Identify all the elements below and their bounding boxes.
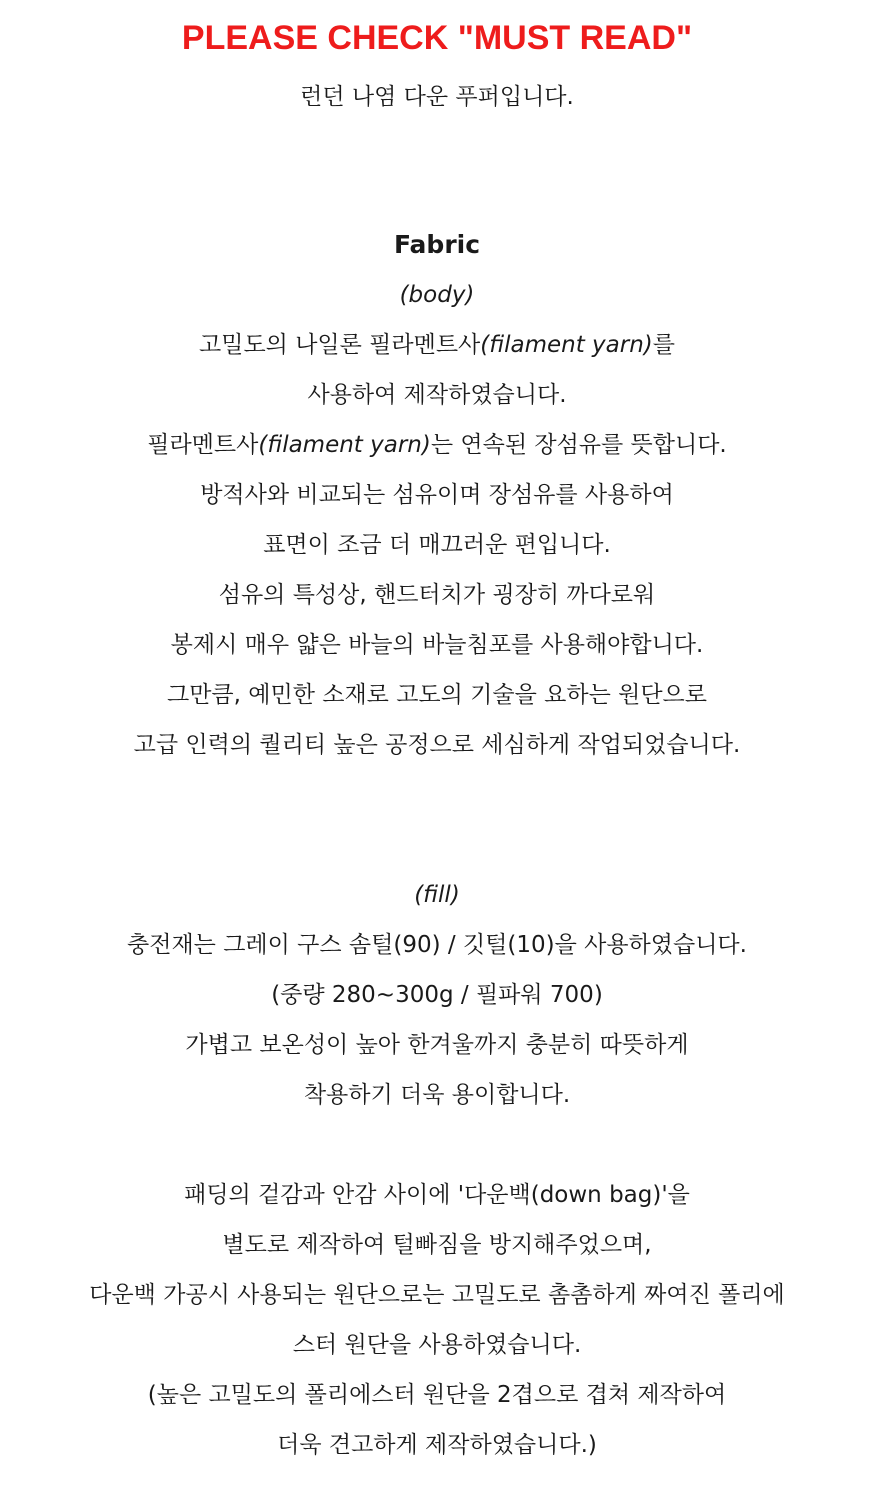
- fabric-line-3-b: (filament yarn): [258, 432, 431, 458]
- intro-text: 런던 나염 다운 푸퍼입니다.: [300, 84, 574, 110]
- fill-line-8: 스터 원단을 사용하였습니다.: [292, 1332, 582, 1358]
- fill-line-1: 충전재는 그레이 구스 솜털(90) / 깃털(10)을 사용하였습니다.: [127, 932, 747, 958]
- fill-line-7: 다운백 가공시 사용되는 원단으로는 고밀도로 촘촘하게 짜여진 폴리에: [89, 1282, 785, 1308]
- fabric-line-1-b: (filament yarn): [480, 332, 653, 358]
- fill-line-5: 패딩의 겉감과 안감 사이에 '다운백(down bag)'을: [184, 1182, 690, 1208]
- fill-line-4: 착용하기 더욱 용이합니다.: [303, 1082, 571, 1108]
- fabric-line-4: 방적사와 비교되는 섬유이며 장섬유를 사용하여: [200, 482, 674, 508]
- fill-line-6: 별도로 제작하여 털빠짐을 방지해주었으며,: [222, 1232, 652, 1258]
- fabric-line-8: 그만큼, 예민한 소재로 고도의 기술을 요하는 원단으로: [167, 682, 707, 708]
- body-label: (body): [399, 282, 475, 308]
- must-read-notice: PLEASE CHECK "MUST READ": [181, 19, 693, 57]
- fill-line-3: 가볍고 보온성이 높아 한겨울까지 충분히 따뜻하게: [185, 1032, 689, 1058]
- fabric-line-6: 섬유의 특성상, 핸드터치가 굉장히 까다로워: [218, 582, 656, 608]
- fill-line-10: 더욱 견고하게 제작하였습니다.): [277, 1432, 597, 1458]
- fabric-line-5: 표면이 조금 더 매끄러운 편입니다.: [263, 532, 611, 558]
- fabric-line-7: 봉제시 매우 얇은 바늘의 바늘침포를 사용해야합니다.: [170, 632, 704, 658]
- fabric-line-1-c: 를: [652, 332, 675, 358]
- fill-label: (fill): [414, 882, 460, 908]
- fabric-line-1: [0, 320, 874, 370]
- fill-line-2: (중량 280~300g / 필파워 700): [271, 982, 603, 1008]
- fabric-heading: Fabric: [393, 230, 481, 259]
- fabric-line-3: [0, 420, 874, 470]
- fabric-line-3-c: 는 연속된 장섬유를 뜻합니다.: [430, 432, 727, 458]
- fabric-line-9: 고급 인력의 퀄리티 높은 공정으로 세심하게 작업되었습니다.: [133, 732, 741, 758]
- fabric-line-2: 사용하여 제작하였습니다.: [307, 382, 567, 408]
- fabric-line-1-a: 고밀도의 나일론 필라멘트사: [199, 332, 481, 358]
- fabric-line-3-a: 필라멘트사: [147, 432, 259, 458]
- fill-line-9: (높은 고밀도의 폴리에스터 원단을 2겹으로 겹쳐 제작하여: [147, 1382, 727, 1408]
